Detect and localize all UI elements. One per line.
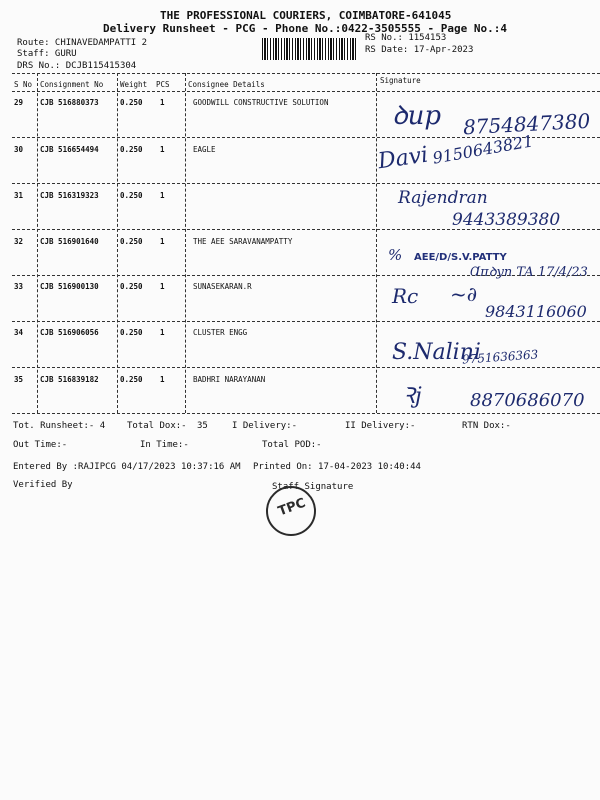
row-consignment: CJB 516880373 <box>40 98 99 107</box>
in-time: In Time:- <box>140 440 189 450</box>
signature-scribble: Rc <box>392 284 419 308</box>
row-consignee: SUNASEKARAN.R <box>193 282 252 291</box>
row-weight: 0.250 <box>120 191 143 200</box>
row-consignee: CLUSTER ENGG <box>193 328 248 337</box>
runsheet-subtitle: Delivery Runsheet - PCG - Phone No.:0422-3505555 - Page No.:4 <box>103 22 507 35</box>
total-runsheet: Tot. Runsheet:- 4 <box>13 421 106 431</box>
row-pcs: 1 <box>160 328 165 337</box>
table-top-rule <box>12 73 600 74</box>
total-dox-value: 35 <box>197 421 208 431</box>
rtn-dox: RTN Dox:- <box>462 421 511 431</box>
row-consignment: CJB 516319323 <box>40 191 99 200</box>
row-consignee: BADHRI NARAYANAN <box>193 375 266 384</box>
stamp-text: TPC <box>276 495 308 520</box>
handwritten-phone: 9150643821 <box>431 131 535 168</box>
col-divider <box>117 73 118 413</box>
col-divider <box>376 73 377 413</box>
col-header-sno: S No <box>14 80 33 89</box>
row-weight: 0.250 <box>120 98 143 107</box>
handwritten-phone: 9843116060 <box>485 302 587 321</box>
total-pod: Total POD:- <box>262 440 322 450</box>
signature-scribble: Ꝛj <box>402 384 422 409</box>
tpc-stamp <box>266 486 316 536</box>
staff-text: Staff: GURU <box>17 49 77 59</box>
row-consignee: EAGLE <box>193 145 216 154</box>
signature-scribble: % <box>388 246 403 264</box>
col-header-weight: Weight <box>120 80 148 89</box>
col-divider <box>185 73 186 413</box>
row-weight: 0.250 <box>120 328 143 337</box>
handwritten-phone: 9751636363 <box>461 347 539 367</box>
col-header-consignment: Consignment No <box>40 80 104 89</box>
row-divider <box>12 321 600 322</box>
table-header-rule <box>12 91 600 92</box>
signature-scribble: Ɑπꝺyn TA 17/4/23 <box>470 265 588 280</box>
row-sno: 32 <box>14 237 24 246</box>
route-text: Route: CHINAVEDAMPATTI 2 <box>17 38 148 48</box>
rs-number: RS No.: 1154153 <box>365 33 447 43</box>
row-weight: 0.250 <box>120 282 143 291</box>
row-divider <box>12 367 600 368</box>
row-pcs: 1 <box>160 282 165 291</box>
col-header-signature: Signature <box>380 76 421 85</box>
row-divider <box>12 229 600 230</box>
staff-signature-label: Staff Signature <box>272 482 354 492</box>
row-consignment: CJB 516654494 <box>40 145 99 154</box>
row-sno: 31 <box>14 191 24 200</box>
row-divider <box>12 275 600 276</box>
i-delivery: I Delivery:- <box>232 421 298 431</box>
entered-by: Entered By :RAJIPCG 04/17/2023 10:37:16 AM <box>13 462 241 472</box>
rs-date: RS Date: 17-Apr-2023 <box>365 45 474 55</box>
col-divider <box>37 73 38 413</box>
signature-scribble: ꝺup <box>392 101 441 131</box>
company-title: THE PROFESSIONAL COURIERS, COIMBATORE-641045 <box>160 9 452 22</box>
ii-delivery: II Delivery:- <box>345 421 416 431</box>
row-sno: 34 <box>14 328 24 337</box>
row-pcs: 1 <box>160 98 165 107</box>
office-stamp: AEE/D/S.V.PATTY <box>414 252 507 263</box>
signature-scribble: Davi <box>376 142 430 175</box>
total-dox-label: Total Dox:- <box>127 421 187 431</box>
handwritten-phone: 8870686070 <box>470 390 585 411</box>
row-sno: 30 <box>14 145 24 154</box>
handwritten-phone: 9443389380 <box>452 210 561 230</box>
row-consignee: GOODWILL CONSTRUCTIVE SOLUTION <box>193 98 329 107</box>
printed-on: Printed On: 17-04-2023 10:40:44 <box>253 462 421 472</box>
row-consignment: CJB 516906056 <box>40 328 99 337</box>
signature-scribble: ~∂ <box>450 282 478 306</box>
col-header-pcs: PCS <box>156 80 170 89</box>
row-divider <box>12 183 600 184</box>
verified-by: Verified By <box>13 480 73 490</box>
row-sno: 29 <box>14 98 24 107</box>
out-time: Out Time:- <box>13 440 68 450</box>
signature-name: Rajendran <box>398 188 488 208</box>
table-bottom-rule <box>12 413 600 414</box>
row-consignment: CJB 516901640 <box>40 237 99 246</box>
row-sno: 35 <box>14 375 24 384</box>
row-pcs: 1 <box>160 237 165 246</box>
col-header-consignee: Consignee Details <box>188 80 265 89</box>
row-pcs: 1 <box>160 145 165 154</box>
row-weight: 0.250 <box>120 375 143 384</box>
signature-name: S.Nalini <box>392 340 481 365</box>
row-pcs: 1 <box>160 375 165 384</box>
row-consignment: CJB 516900130 <box>40 282 99 291</box>
row-consignee: THE AEE SARAVANAMPATTY <box>193 237 293 246</box>
row-pcs: 1 <box>160 191 165 200</box>
barcode <box>262 38 358 60</box>
row-weight: 0.250 <box>120 145 143 154</box>
row-weight: 0.250 <box>120 237 143 246</box>
row-sno: 33 <box>14 282 24 291</box>
row-consignment: CJB 516839182 <box>40 375 99 384</box>
drs-number: DRS No.: DCJB115415304 <box>17 61 137 71</box>
handwritten-phone: 8754847380 <box>462 108 591 140</box>
